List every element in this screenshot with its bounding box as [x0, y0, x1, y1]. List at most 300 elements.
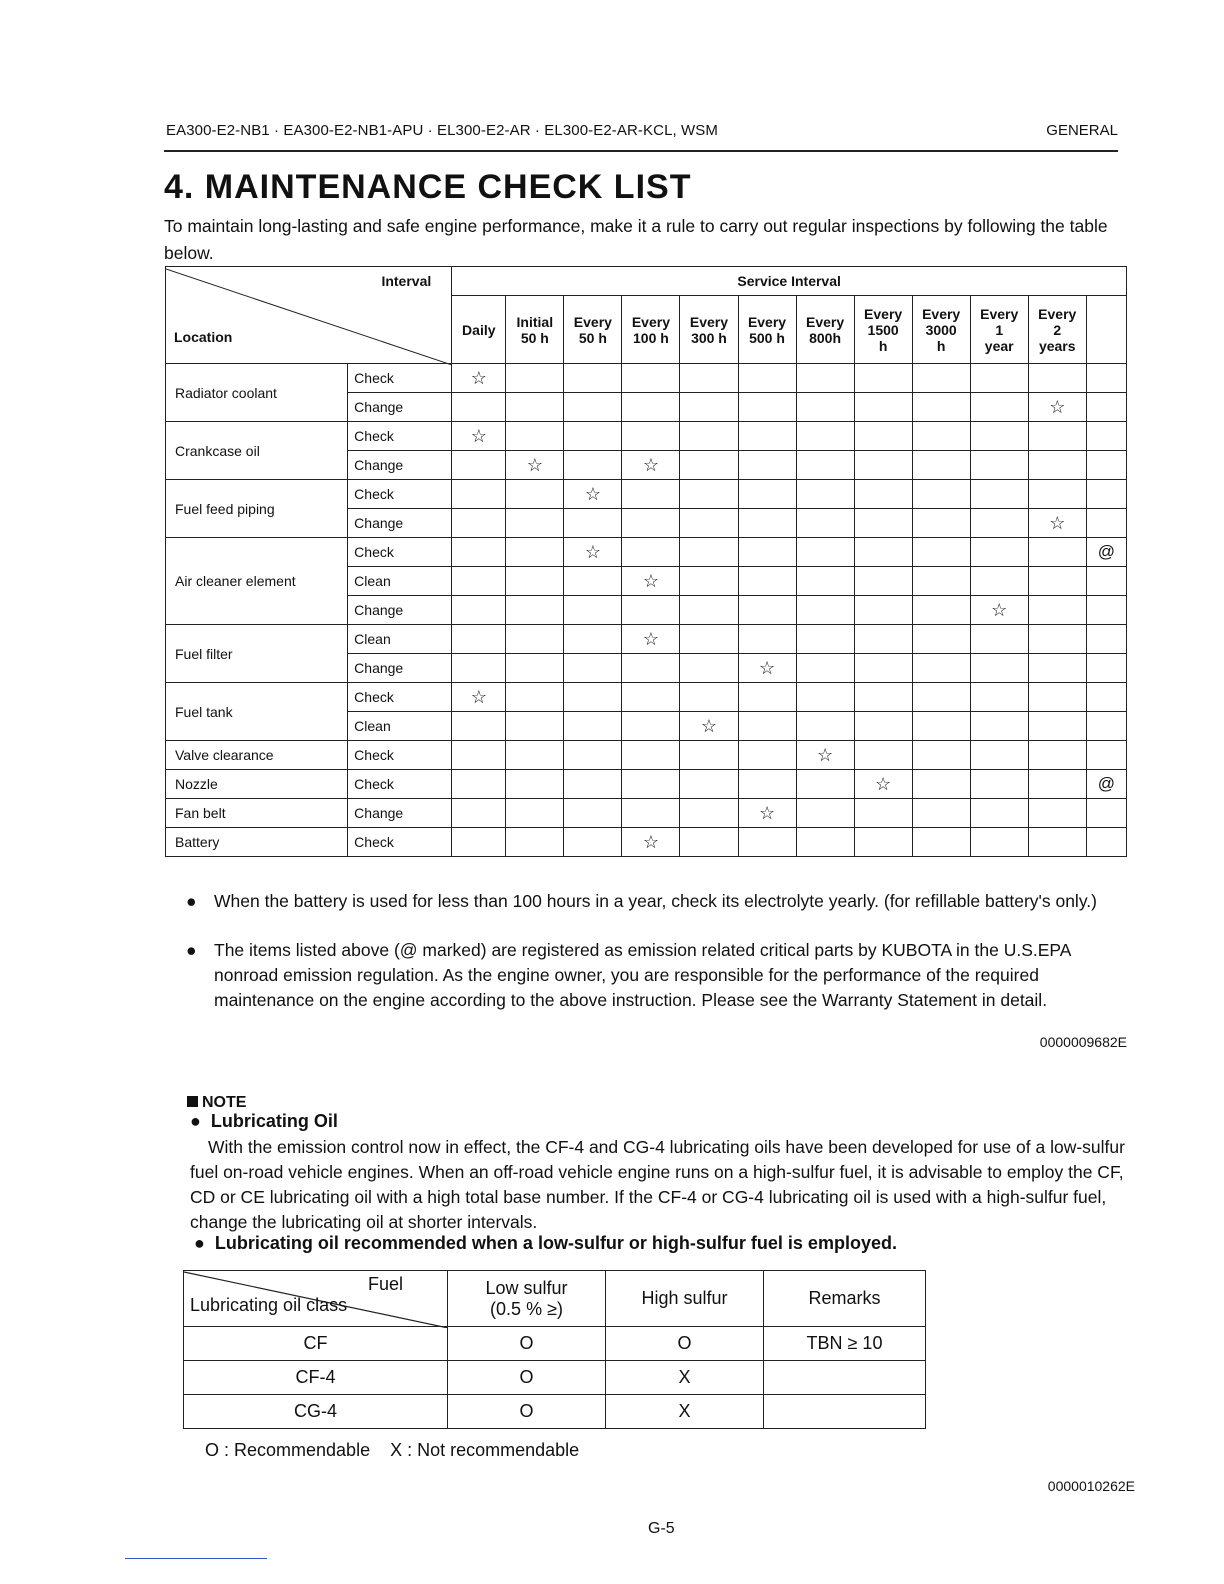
interval-column-header: [564, 296, 622, 364]
oil-header-low-sulfur: [448, 1271, 606, 1327]
interval-cell: [564, 770, 622, 799]
interval-cell: [796, 567, 854, 596]
interval-column-header: [622, 296, 680, 364]
interval-cell: [452, 567, 506, 596]
interval-cell: [738, 625, 796, 654]
interval-cell: [452, 393, 506, 422]
interval-cell: [506, 741, 564, 770]
interval-cell: [564, 509, 622, 538]
interval-cell: [1028, 567, 1086, 596]
interval-cell: [452, 509, 506, 538]
interval-cell: [452, 625, 506, 654]
interval-star-icon: [506, 451, 564, 480]
interval-column-line: Every: [1038, 305, 1077, 322]
table-row: [166, 770, 1127, 799]
oil-class-table: [183, 1270, 926, 1429]
action-cell: Change: [348, 451, 452, 480]
interval-column-line: h: [936, 337, 946, 354]
interval-cell: [564, 828, 622, 857]
interval-cell: [452, 654, 506, 683]
interval-cell: [1028, 741, 1086, 770]
interval-cell: [912, 393, 970, 422]
interval-cell: [564, 741, 622, 770]
oil-header-low-line1: Low sulfur: [485, 1277, 568, 1298]
location-cell: Fan belt: [166, 799, 348, 828]
interval-cell: [970, 770, 1028, 799]
oil-table-row: [184, 1361, 926, 1395]
interval-cell: [452, 741, 506, 770]
interval-star-icon: [622, 451, 680, 480]
star-icon: ☆: [470, 426, 487, 446]
interval-cell: [796, 364, 854, 393]
oil-header-high-sulfur: High sulfur: [606, 1271, 764, 1327]
interval-column-line: 100 h: [633, 329, 669, 346]
interval-cell: [796, 799, 854, 828]
emission-cell: [1086, 799, 1126, 828]
emission-cell: [1086, 654, 1126, 683]
interval-cell: [970, 364, 1028, 393]
interval-column-header: [796, 296, 854, 364]
interval-star-icon: [452, 422, 506, 451]
header-section: GENERAL: [1046, 122, 1118, 139]
interval-star-icon: [622, 625, 680, 654]
emission-cell: [1086, 480, 1126, 509]
interval-cell: [564, 654, 622, 683]
oil-cell-low: O: [448, 1361, 606, 1395]
interval-cell: [738, 770, 796, 799]
oil-corner-header: [184, 1271, 448, 1327]
emission-cell: [1086, 828, 1126, 857]
interval-cell: [970, 741, 1028, 770]
interval-cell: [854, 828, 912, 857]
interval-cell: [1028, 770, 1086, 799]
interval-cell: [854, 393, 912, 422]
interval-cell: [738, 712, 796, 741]
header-models: EA300-E2-NB1 · EA300-E2-NB1-APU · EL300-E2-AR · EL300-E2-AR-KCL, WSM: [166, 122, 718, 139]
interval-cell: [738, 567, 796, 596]
lubricating-oil-heading-text: Lubricating Oil: [210, 1111, 338, 1131]
interval-cell: [796, 538, 854, 567]
interval-column-line: Every: [922, 305, 961, 322]
interval-column-line: Every: [689, 313, 729, 330]
interval-cell: [452, 799, 506, 828]
interval-star-icon: [622, 567, 680, 596]
location-cell: Air cleaner element: [166, 538, 348, 625]
interval-cell: [506, 799, 564, 828]
oil-cell-cls: CG-4: [184, 1395, 448, 1429]
interval-column-line: 50 h: [520, 329, 549, 346]
interval-cell: [564, 712, 622, 741]
star-icon: ☆: [470, 368, 487, 388]
interval-cell: [970, 509, 1028, 538]
emission-cell: [1086, 712, 1126, 741]
interval-cell: [622, 538, 680, 567]
interval-cell: [452, 828, 506, 857]
interval-cell: [970, 625, 1028, 654]
intro-text: To maintain long-lasting and safe engine performance, make it a rule to carry out regular inspections by following the table below.: [164, 216, 1108, 263]
interval-cell: [854, 741, 912, 770]
action-cell: Check: [348, 538, 452, 567]
interval-cell: [970, 799, 1028, 828]
table-row: [166, 741, 1127, 770]
interval-cell: [564, 567, 622, 596]
interval-column-line: Every: [631, 313, 670, 330]
emission-cell: [1086, 422, 1126, 451]
action-cell: Change: [348, 596, 452, 625]
interval-cell: [854, 509, 912, 538]
interval-cell: [622, 683, 680, 712]
emission-at-icon: @: [1086, 770, 1126, 799]
interval-column-header: [912, 296, 970, 364]
interval-cell: [622, 799, 680, 828]
recommended-oil-heading-text: Lubricating oil recommended when a low-sulfur or high-sulfur fuel is employed.: [214, 1233, 897, 1253]
interval-cell: [912, 828, 970, 857]
interval-star-icon: [680, 712, 738, 741]
interval-cell: [506, 654, 564, 683]
table-row: [166, 364, 1127, 393]
action-cell: Check: [348, 422, 452, 451]
oil-cell-high: X: [606, 1395, 764, 1429]
action-cell: Clean: [348, 567, 452, 596]
emission-cell: [1086, 567, 1126, 596]
interval-star-icon: [1028, 509, 1086, 538]
interval-column-line: Every: [805, 313, 845, 330]
interval-cell: [1028, 364, 1086, 393]
interval-star-icon: [452, 364, 506, 393]
table-row: [166, 799, 1127, 828]
interval-column-line: 50 h: [578, 329, 607, 346]
recommended-oil-heading: [194, 1233, 897, 1254]
interval-cell: [564, 683, 622, 712]
interval-column-header: [970, 296, 1028, 364]
interval-cell: [680, 683, 738, 712]
interval-cell: [796, 393, 854, 422]
interval-cell: [912, 770, 970, 799]
interval-cell: [854, 596, 912, 625]
interval-cell: [854, 364, 912, 393]
interval-cell: [680, 451, 738, 480]
star-icon: ☆: [875, 774, 892, 794]
action-cell: Change: [348, 393, 452, 422]
star-icon: ☆: [700, 716, 718, 736]
oil-cell-cls: CF-4: [184, 1361, 448, 1395]
star-icon: ☆: [991, 600, 1008, 620]
interval-cell: [912, 480, 970, 509]
location-cell: Radiator coolant: [166, 364, 348, 422]
interval-cell: [796, 422, 854, 451]
interval-cell: [506, 393, 564, 422]
interval-cell: [506, 422, 564, 451]
action-cell: Check: [348, 364, 452, 393]
interval-cell: [970, 654, 1028, 683]
interval-cell: [622, 480, 680, 509]
interval-column-line: 800h: [809, 329, 842, 346]
interval-cell: [970, 828, 1028, 857]
interval-cell: [680, 828, 738, 857]
action-cell: Check: [348, 480, 452, 509]
interval-cell: [680, 538, 738, 567]
interval-star-icon: [970, 596, 1028, 625]
action-cell: Change: [348, 799, 452, 828]
oil-legend: O : Recommendable X : Not recommendable: [205, 1440, 580, 1460]
interval-cell: [452, 538, 506, 567]
lubricating-oil-paragraph: With the emission control now in effect, the CF-4 and CG-4 lubricating oils have been developed for use of a low-sulfur fuel on-road vehicle engines. When an off-road vehicle engine runs on a high-sulfur fuel, it is advisable to employ the CF, CD or CE lubricating oil with a high total base number. If the CF-4 or CG-4 lubricating oil is used with a high-sulfur fuel, change the lubricating oil at shorter intervals.: [190, 1137, 1125, 1232]
interval-cell: [564, 364, 622, 393]
interval-star-icon: [738, 799, 796, 828]
interval-cell: [1028, 625, 1086, 654]
interval-cell: [796, 712, 854, 741]
emission-cell: [1086, 451, 1126, 480]
oil-cell-low: O: [448, 1395, 606, 1429]
interval-cell: [854, 712, 912, 741]
interval-cell: [970, 712, 1028, 741]
interval-cell: [452, 596, 506, 625]
oil-table-row: [184, 1327, 926, 1361]
interval-cell: [796, 596, 854, 625]
interval-cell: [912, 712, 970, 741]
interval-column-line: Every: [864, 305, 903, 322]
interval-star-icon: [854, 770, 912, 799]
interval-cell: [622, 654, 680, 683]
interval-cell: [680, 770, 738, 799]
interval-cell: [506, 567, 564, 596]
interval-cell: [680, 480, 738, 509]
interval-cell: [796, 509, 854, 538]
interval-cell: [854, 480, 912, 509]
interval-cell: [506, 770, 564, 799]
interval-cell: [796, 828, 854, 857]
interval-cell: [680, 364, 738, 393]
interval-cell: [564, 596, 622, 625]
bullet-battery: [186, 889, 1126, 914]
star-icon: ☆: [1049, 513, 1066, 533]
star-icon: ☆: [584, 542, 601, 562]
interval-cell: [912, 799, 970, 828]
oil-cell-remarks: [764, 1361, 926, 1395]
bullet-dot: ●: [190, 1111, 201, 1131]
bullet-text: When the battery is used for less than 100 hours in a year, check its electrolyte yearly. (for refillable battery's only.): [214, 891, 1097, 911]
bullet-emission: [186, 938, 1126, 1013]
header-divider: [164, 150, 1118, 152]
emission-cell: [1086, 683, 1126, 712]
interval-cell: [796, 770, 854, 799]
table-row: [166, 538, 1127, 567]
interval-cell: [506, 683, 564, 712]
interval-cell: [970, 422, 1028, 451]
interval-cell: [738, 683, 796, 712]
doc-code: 0000010262E: [1047, 1478, 1135, 1494]
doc-code: 0000009682E: [1039, 1034, 1127, 1050]
interval-cell: [912, 625, 970, 654]
interval-cell: [796, 451, 854, 480]
interval-cell: [564, 799, 622, 828]
table-row: [166, 422, 1127, 451]
interval-cell: [622, 770, 680, 799]
interval-column-line: years: [1038, 337, 1076, 354]
interval-cell: [680, 509, 738, 538]
corner-location-label: Location: [174, 329, 233, 345]
emission-cell: [1086, 625, 1126, 654]
oil-cell-low: O: [448, 1327, 606, 1361]
interval-column-line: Every: [747, 313, 787, 330]
interval-star-icon: [622, 828, 680, 857]
interval-cell: [1028, 596, 1086, 625]
interval-cell: [452, 770, 506, 799]
note-square-icon: [187, 1096, 198, 1107]
star-icon: ☆: [470, 687, 487, 707]
star-icon: ☆: [642, 629, 659, 649]
interval-cell: [1028, 538, 1086, 567]
action-cell: Check: [348, 741, 452, 770]
emission-cell: [1086, 364, 1126, 393]
interval-column-line: 1500: [867, 321, 899, 338]
page-title: 4. MAINTENANCE CHECK LIST: [164, 168, 692, 206]
interval-cell: [738, 422, 796, 451]
interval-column-header: [680, 296, 738, 364]
emission-cell: [1086, 393, 1126, 422]
location-cell: Battery: [166, 828, 348, 857]
action-cell: Check: [348, 683, 452, 712]
interval-cell: [912, 538, 970, 567]
page-number: G-5: [648, 1520, 675, 1537]
interval-cell: [854, 422, 912, 451]
action-cell: Check: [348, 770, 452, 799]
interval-star-icon: [564, 480, 622, 509]
oil-table-row: [184, 1395, 926, 1429]
table-row: [166, 828, 1127, 857]
star-icon: ☆: [526, 455, 543, 475]
interval-column-header: [1028, 296, 1086, 364]
star-icon: ☆: [584, 484, 601, 504]
interval-cell: [854, 625, 912, 654]
interval-cell: [680, 654, 738, 683]
emission-cell: [1086, 509, 1126, 538]
emission-at-icon: @: [1086, 538, 1126, 567]
interval-cell: [506, 509, 564, 538]
interval-cell: [912, 741, 970, 770]
interval-cell: [506, 596, 564, 625]
interval-column-line: 1: [995, 321, 1004, 338]
interval-cell: [506, 828, 564, 857]
interval-cell: [738, 596, 796, 625]
interval-cell: [680, 567, 738, 596]
emission-column-header: [1086, 296, 1126, 364]
interval-cell: [680, 422, 738, 451]
bullet-dot: ●: [186, 940, 197, 960]
star-icon: ☆: [642, 455, 659, 475]
interval-cell: [912, 654, 970, 683]
oil-cell-remarks: TBN ≥ 10: [764, 1327, 926, 1361]
interval-cell: [452, 451, 506, 480]
bullet-dot: ●: [186, 891, 197, 911]
interval-cell: [738, 741, 796, 770]
interval-cell: [738, 451, 796, 480]
interval-cell: [912, 422, 970, 451]
interval-cell: [738, 393, 796, 422]
interval-column-line: Daily: [462, 321, 496, 338]
interval-cell: [970, 683, 1028, 712]
action-cell: Change: [348, 509, 452, 538]
oil-header-remarks: Remarks: [764, 1271, 926, 1327]
star-icon: ☆: [1049, 397, 1066, 417]
interval-column-header: [854, 296, 912, 364]
interval-cell: [854, 654, 912, 683]
interval-column-line: Every: [573, 313, 612, 330]
lubricating-oil-heading: [190, 1111, 338, 1132]
interval-cell: [854, 567, 912, 596]
star-icon: ☆: [642, 571, 659, 591]
location-cell: Crankcase oil: [166, 422, 348, 480]
interval-column-line: 300 h: [691, 329, 727, 346]
interval-star-icon: [564, 538, 622, 567]
interval-cell: [854, 799, 912, 828]
interval-column-line: 500 h: [749, 329, 785, 346]
interval-cell: [796, 683, 854, 712]
interval-cell: [680, 393, 738, 422]
interval-cell: [622, 393, 680, 422]
interval-cell: [796, 480, 854, 509]
interval-cell: [912, 683, 970, 712]
location-cell: Nozzle: [166, 770, 348, 799]
action-cell: Change: [348, 654, 452, 683]
interval-cell: [912, 567, 970, 596]
interval-column-line: Every: [980, 305, 1019, 322]
interval-cell: [738, 828, 796, 857]
star-icon: ☆: [642, 832, 659, 852]
interval-cell: [622, 596, 680, 625]
interval-cell: [738, 509, 796, 538]
emission-cell: [1086, 741, 1126, 770]
interval-cell: [796, 625, 854, 654]
interval-cell: [1028, 422, 1086, 451]
location-cell: Fuel feed piping: [166, 480, 348, 538]
table-row: [166, 480, 1127, 509]
interval-column-line: Initial: [516, 313, 554, 330]
interval-column-header: [738, 296, 796, 364]
oil-cell-high: X: [606, 1361, 764, 1395]
interval-cell: [1028, 654, 1086, 683]
interval-cell: [970, 480, 1028, 509]
interval-star-icon: [796, 741, 854, 770]
interval-cell: [1028, 451, 1086, 480]
interval-cell: [564, 393, 622, 422]
interval-cell: [854, 451, 912, 480]
location-cell: Valve clearance: [166, 741, 348, 770]
interval-star-icon: [452, 683, 506, 712]
oil-cell-high: O: [606, 1327, 764, 1361]
interval-cell: [970, 451, 1028, 480]
interval-cell: [970, 538, 1028, 567]
interval-cell: [912, 509, 970, 538]
interval-cell: [970, 393, 1028, 422]
interval-cell: [1028, 712, 1086, 741]
interval-cell: [738, 364, 796, 393]
interval-cell: [738, 538, 796, 567]
interval-cell: [506, 538, 564, 567]
interval-column-line: 3000: [925, 321, 957, 338]
table-row: [166, 683, 1127, 712]
interval-cell: [912, 364, 970, 393]
interval-cell: [680, 596, 738, 625]
interval-cell: [506, 480, 564, 509]
interval-cell: [506, 364, 564, 393]
interval-cell: [854, 538, 912, 567]
footer-link-underline: [125, 1558, 267, 1559]
interval-cell: [452, 712, 506, 741]
star-icon: ☆: [758, 803, 776, 823]
interval-column-header: [506, 296, 564, 364]
interval-cell: [622, 712, 680, 741]
